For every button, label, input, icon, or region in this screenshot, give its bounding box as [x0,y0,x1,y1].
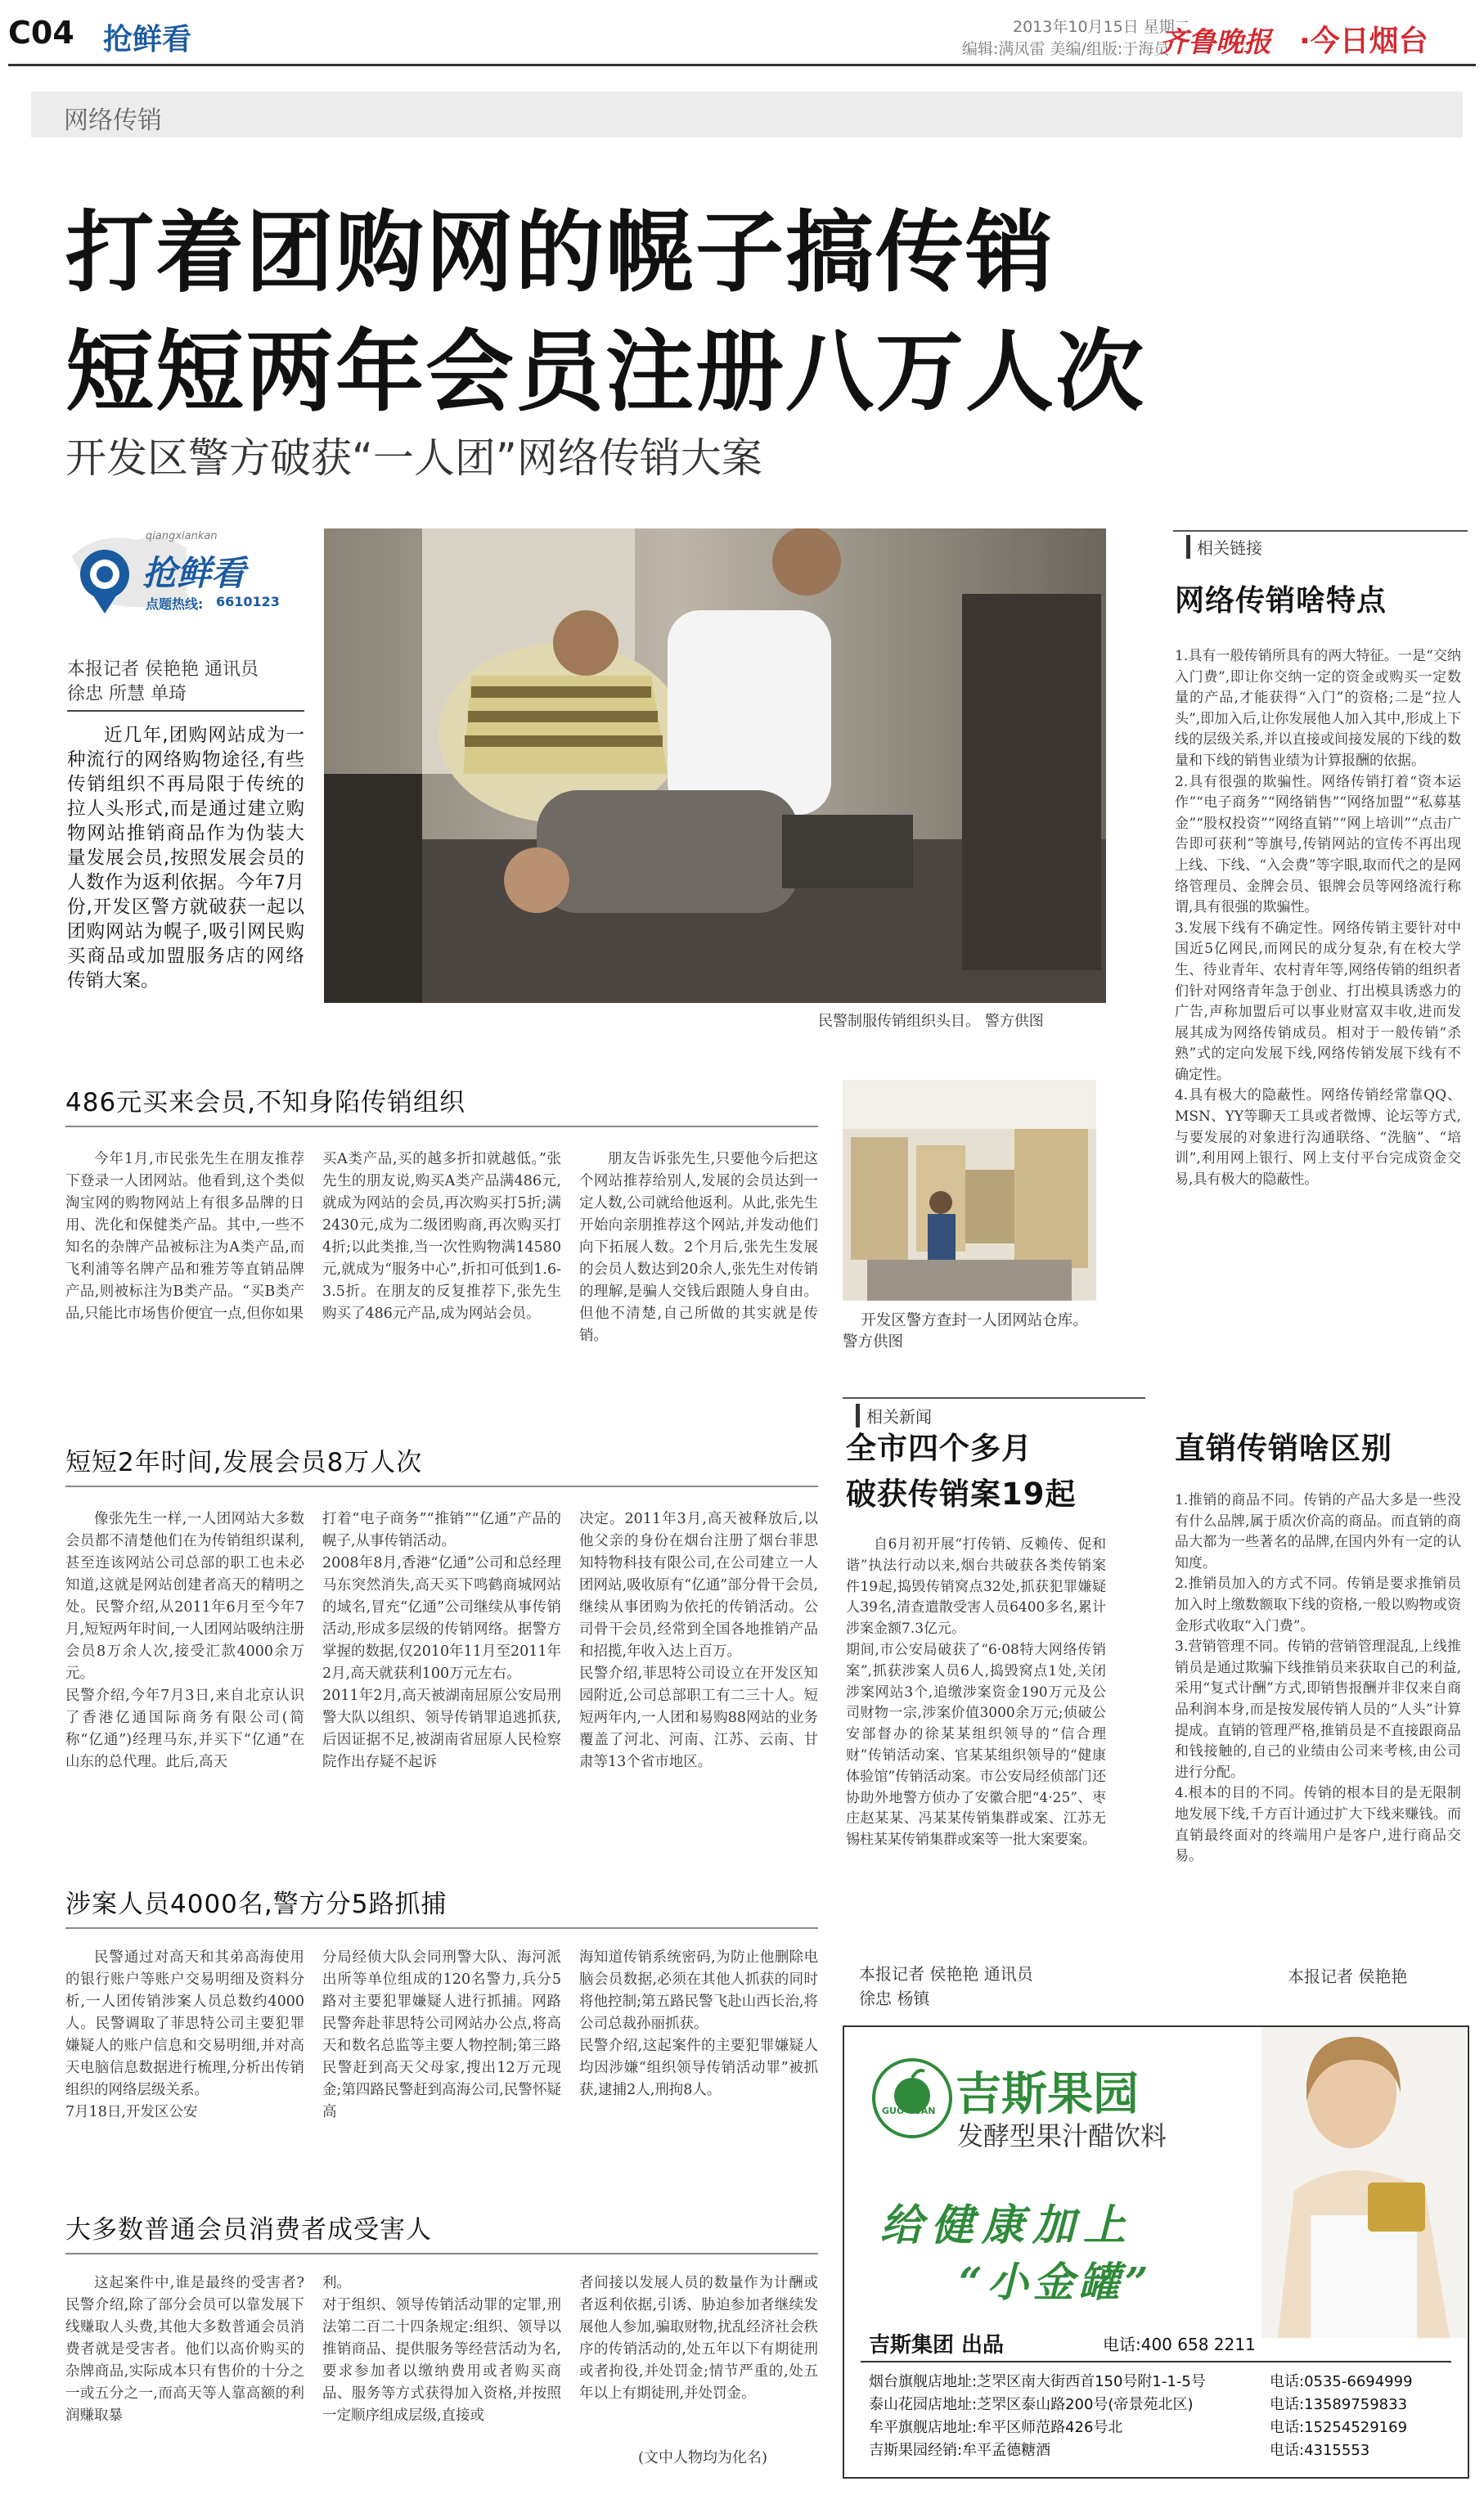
edition-name: ·今日烟台 [1299,25,1428,58]
headline-line-1: 打着团购网的幌子搞传销 [65,202,1056,304]
sidebar1-kicker: 相关链接 [1186,535,1262,559]
ad-brand: 吉斯果园 [956,2068,1139,2121]
logo-hotline-label: 点题热线: [146,596,204,612]
section-logo [64,524,285,622]
ad-address-4: 吉斯果园经销:牟平孟德糖酒 [869,2442,1051,2459]
apple-icon [875,2061,949,2135]
ad-model-figure [1261,2027,1466,2338]
section3-rule [65,1927,818,1929]
ad-phone: 电话:400 658 2211 [1103,2335,1256,2354]
date-line: 2013年10月15日 星期二 [1013,18,1190,36]
section4-note: (文中人物均为化名) [638,2449,768,2466]
arrest-scene-image [324,528,1106,1003]
ad-group: 吉斯集团 出品 [869,2333,1005,2358]
section3-col2: 分局经侦大队会同刑警大队、海河派出所等单位组成的120名警力,兵分5路对主要犯罪嫌疑人进行抓捕。网路民警奔赴菲思特公司网站办公点,将高天和数名总监等主要人物控制;第三路民警赶到高天父母家,搜出12万元现金;第四路民警赶到高海公司,民警怀疑高 [322,1949,561,2120]
section4-col3: 者间接以发展人员的数量作为计酬或者返利依据,引诱、胁迫参加者继续发展他人参加,骗取财物,扰乱经济社会秩序的传销活动的,处五年以下有期徒刑或者拘役,并处罚金;情节严重的,处五年以上有期徒刑,并处罚金。 [579,2275,818,2402]
section1-col1: 今年1月,市民张先生在朋友推荐下登录一人团网站。他看到,这个类似淘宝网的购物网站上有很多品牌的日用、洗化和保健类产品。其中,一些不知名的杂牌产品被标注为A类产品,而飞利浦等名牌产品和雅芳等直销品牌产品,则被标注为B类产品。“买B类产品,只能比市场售价便宜一点,但你如果 [65,1151,304,1322]
section1-col3: 朋友告诉张先生,只要他今后把这个网站推荐给别人,发展的会员达到一定人数,公司就给他返利。从此,张先生开始向亲朋推荐这个网站,并发动他们向下拓展人数。2个月后,张先生发展的会员人数达到20余人,张先生对传销的理解,是骗人交钱后跟随人身自由。但他不清楚,自己所做的其实就是传销。 [579,1151,818,1344]
ad-phone-2: 电话:13589759833 [1270,2396,1408,2413]
section4-rule [65,2253,818,2254]
sidebar2-byline: 本报记者 侯艳艳 通讯员 徐忠 杨镇 [859,1964,1033,2008]
sidebar2-top-rule [843,1397,1145,1399]
ad-slogan-2: “小金罐” [959,2258,1153,2306]
editor-line: 编辑:满凤雷 美编/组版:于海员 [962,40,1170,58]
section2-col3: 决定。2011年3月,高天被释放后,以他父亲的身份在烟台注册了烟台菲思知特物科技有限公司,在公司建立一人团网站,吸收原有“亿通”部分骨干会员,继续从事团购为依托的传销活动。公司骨干会员,经常到全国各地推销产品和招揽,年收入达上百万。 民警介绍,菲思特公司设立在开发区知园附近,公司总部职工有二三十人。短短两年内,一人团和易购88网站的业务覆盖了河北、河南、江苏、云南、甘肃等13个省市地区。 [579,1511,818,1770]
sidebar1-text: 1.具有一般传销所具有的两大特征。一是“交纳入门费”,即让你交纳一定的资金或购买一定数量的产品,才能获得“入门”的资格;二是“拉人头”,即加入后,让你发展他人加入其中,形成上下线的层级关系,并以直接或间接发展的下线的数量和下线的销售业绩为计算报酬的依据。 2.具有很强的欺骗性。网络传销打着“资本运作”“电子商务”“网络销售”“网络加盟”“私募基金”“股权投资”“网络直销”“网上培训”“点击广告即可获利”等旗号,传销网站的宣传不再出现上线、下线、“入会费”等字眼,取而代之的是网络管理员、金牌会员、银牌会员等网络流行称谓,具有很强的欺骗性。 3.发展下线有不确定性。网络传销主要针对中国近5亿网民,而网民的成分复杂,有在校大学生、待业青年、农村青年等,网络传销的组织者们针对网络青年急于创业、打出模具诱惑力的广告,声称加盟后可以事业财富双丰收,进而发展其成为网络传销成员。相对于一般传销“杀熟”式的定向发展下线,网络传销发展下线有不确定性。 4.具有极大的隐蔽性。网络传销经常靠QQ、MSN、YY等聊天工具或者微博、论坛等方式,与要发展的对象进行沟通联络、“洗脑”、“培训”,利用网上银行、网上支付平台完成资金交易,具有极大的隐蔽性。 [1175,648,1461,1188]
sidebar1-title: 网络传销啥特点 [1175,584,1387,618]
header-rule [8,64,1476,66]
headline-line-2: 短短两年会员注册八万人次 [65,321,1146,424]
ad-address-1: 烟台旗舰店地址:芝罘区南大街西首150号附1-1-5号 [869,2373,1206,2390]
lead-paragraph: 近几年,团购网站成为一种流行的网络购物途径,有些传销组织不再局限于传统的拉人头形式,而是通过建立购物网站推销商品作为伪装大量发展会员,按照发展会员的人数作为返利依据。今年7月份,开发区警方就破获一起以团购网站为幌子,吸引网民购买商品或加盟服务店的网络传销大案。 [67,725,304,991]
sidebar3-title: 直销传销啥区别 [1175,1431,1392,1466]
section3-col1: 民警通过对高天和其弟高海使用的银行账户等账户交易明细及资料分析,一人团传销涉案人员总数约4000人。民警调取了菲思特公司主要犯罪嫌疑人的账户信息和交易明细,并对高天电脑信息数据进行梳理,分析出传销组织的网络层级关系。 7月18日,开发区公安 [65,1949,304,2120]
section1-title: 486元买来会员,不知身陷传销组织 [65,1088,466,1117]
ad-brand-small: GUO YUAN [882,2106,936,2116]
logo-name: 抢鲜看 [142,553,246,593]
ad-product: 发酵型果汁醋饮料 [957,2120,1167,2151]
sidebar3-byline: 本报记者 侯艳艳 [1288,1967,1408,1986]
warehouse-photo [843,1080,1096,1301]
ad-phone-1: 电话:0535-6694999 [1270,2373,1413,2390]
section2-col1: 像张先生一样,一人团网站大多数会员都不清楚他们在为传销组织谋利,甚至连该网站公司总部的职工也未必知道,这就是网站创建者高天的精明之处。民警介绍,从2011年6月至今年7月,短短两年时间,一人团网站吸纳注册会员8万余人次,接受汇款4000余万元。 民警介绍,今年7月3日,来自北京认识了香港亿通国际商务有限公司(简称“亿通”)经理马东,并买下“亿通”在山东的总代理。此后,高天 [65,1511,304,1770]
category-band [31,92,1463,137]
section2-title: 短短2年时间,发展会员8万人次 [65,1448,423,1477]
advertisement [843,2025,1469,2479]
section4-col1: 这起案件中,谁是最终的受害者?民警介绍,除了部分会员可以靠发展下线赚取人头费,其他大多数普通会员消费者就是受害者。他们以高价购买的杂牌商品,实际成本只有售价的十分之一或五分之一,而高天等人靠高额的利润赚取暴 [65,2275,304,2424]
photo2-caption: 开发区警方查封一人团网站仓库。 警方供图 [843,1312,1088,1351]
sidebar2-title-line1: 全市四个多月 [846,1431,1032,1466]
main-byline: 本报记者 侯艳艳 通讯员 徐忠 所慧 单琦 [67,659,259,704]
sidebar2-title-line2: 破获传销案19起 [846,1477,1077,1512]
ad-address-3: 牟平旗舰店地址:牟平区师范路426号北 [869,2419,1123,2436]
category-label: 网络传销 [64,106,162,135]
section4-col2: 利。 对于组织、领导传销活动罪的定罪,刑法第二百二十四条规定:组织、领导以推销商品、提供服务等经营活动为名,要求参加者以缴纳费用或者购买商品、服务等方式获得加入资格,并按照一定顺序组成层级,直接或 [322,2275,561,2424]
section2-col2: 打着“电子商务”“推销”“亿通”产品的幌子,从事传销活动。 2008年8月,香港“亿通”公司和总经理马东突然消失,高天买下鸣鹤商城网站的域名,冒充“亿通”公司继续从事传销活动,形成多层级的传销网络。据警方掌握的数据,仅2010年11月至2011年2月,高天就获利100万元左右。 2011年2月,高天被湖南屈原公安局刑警大队以组织、领导传销罪追逃抓获,后因证据不足,被湖南省屈原人民检察院作出存疑不起诉 [322,1511,561,1770]
section3-title: 涉案人员4000名,警方分5路抓捕 [65,1890,447,1919]
ad-phone-3: 电话:15254529169 [1270,2419,1408,2436]
photo1-caption: 民警制服传销组织头目。 警方供图 [818,1013,1044,1030]
ad-divider [861,2361,1451,2362]
ad-address-2: 泰山花园店地址:芝罘区泰山路200号(帝景苑北区) [869,2396,1194,2413]
subheadline: 开发区警方破获“一人团”网络传销大案 [65,434,762,482]
section1-rule [65,1126,818,1127]
section3-col3: 海知道传销系统密码,为防止他删除电脑会员数据,必须在其他人抓获的同时将他控制;第五路民警飞赴山西长治,将公司总裁孙丽抓获。 民警介绍,这起案件的主要犯罪嫌疑人均因涉嫌“组织领导传销活动罪”被抓获,逮捕2人,刑拘8人。 [579,1949,818,2098]
section-name: 抢鲜看 [103,23,192,56]
ad-phone-4: 电话:4315553 [1270,2442,1370,2459]
sidebar2-text: 自6月初开展“打传销、反赖传、促和谐”执法行动以来,烟台共破获各类传销案件19起,捣毁传销窝点32处,抓获犯罪嫌疑人39名,清查遣散受害人员6400多名,累计涉案金额7.3亿元。 期间,市公安局破获了“6·08特大网络传销案”,抓获涉案人员6人,捣毁窝点1处,关闭涉案网站3个,追缴涉案资金190万元及公司财物一宗,涉案价值3000余万元;侦破公安部督办的徐某某组织领导的“信合理财”传销活动案、官某某组织领导的“健康体验馆”传销活动案。市公安局经侦部门还协助外地警方侦办了安徽合肥“4·25”、枣庄赵某某、冯某某传销集群或案、江苏无锡柱某某传销集群或案等一批大案要案。 [846,1536,1106,1849]
page-code: C04 [8,15,74,51]
warehouse-scene-image [843,1080,1096,1301]
logo-pinyin: qiangxiankan [146,530,218,542]
sidebar2-kicker: 相关新闻 [856,1404,932,1427]
arrest-photo [324,528,1106,1003]
section4-title: 大多数普通会员消费者成受害人 [65,2215,432,2245]
logo-hotline: 6610123 [216,594,280,609]
section2-rule [65,1486,818,1487]
model-image [1261,2027,1466,2338]
paper-name: 齐鲁晚报 [1160,26,1271,59]
lead-rule [67,710,304,712]
ad-fruit-logo [872,2058,952,2138]
section1-col2: 买A类产品,买的越多折扣就越低。”张先生的朋友说,购买A类产品满486元,就成为网站的会员,再次购买打5折;满2430元,成为二级团购商,再次购买打4折;以此类推,当一次性购物满14580元,就成为“服务中心”,折扣可低到1.6-3.5折。在朋友的反复推荐下,张先生购买了486元产品,成为网站会员。 [322,1151,561,1322]
sidebar3-text: 1.推销的商品不同。传销的产品大多是一些没有什么品牌,属于质次价高的商品。而直销的商品大都为一些著名的品牌,在国内外有一定的认知度。 2.推销员加入的方式不同。传销是要求推销员加入时上缴数额取下线的资格,一般以购物或资金形式收取“入门费”。 3.营销管理不同。传销的营销管理混乱,上线推销员是通过欺骗下线推销员来获取自己的利益,采用“复式计酬”方式,即销售报酬并非仅来自商品利润本身,而是按发展传销人员的“人头”计算提成。直销的管理严格,推销员是不直接跟商品和钱接触的,自己的业绩由公司来考核,由公司进行分配。 4.根本的目的不同。传销的根本目的是无限制地发展下线,千方百计通过扩大下线来赚钱。而直销最终面对的终端用户是客户,进行商品交易。 [1175,1492,1461,1865]
ad-slogan-1: 给健康加上 [880,2201,1135,2250]
sidebar1-top-rule [1173,530,1468,532]
